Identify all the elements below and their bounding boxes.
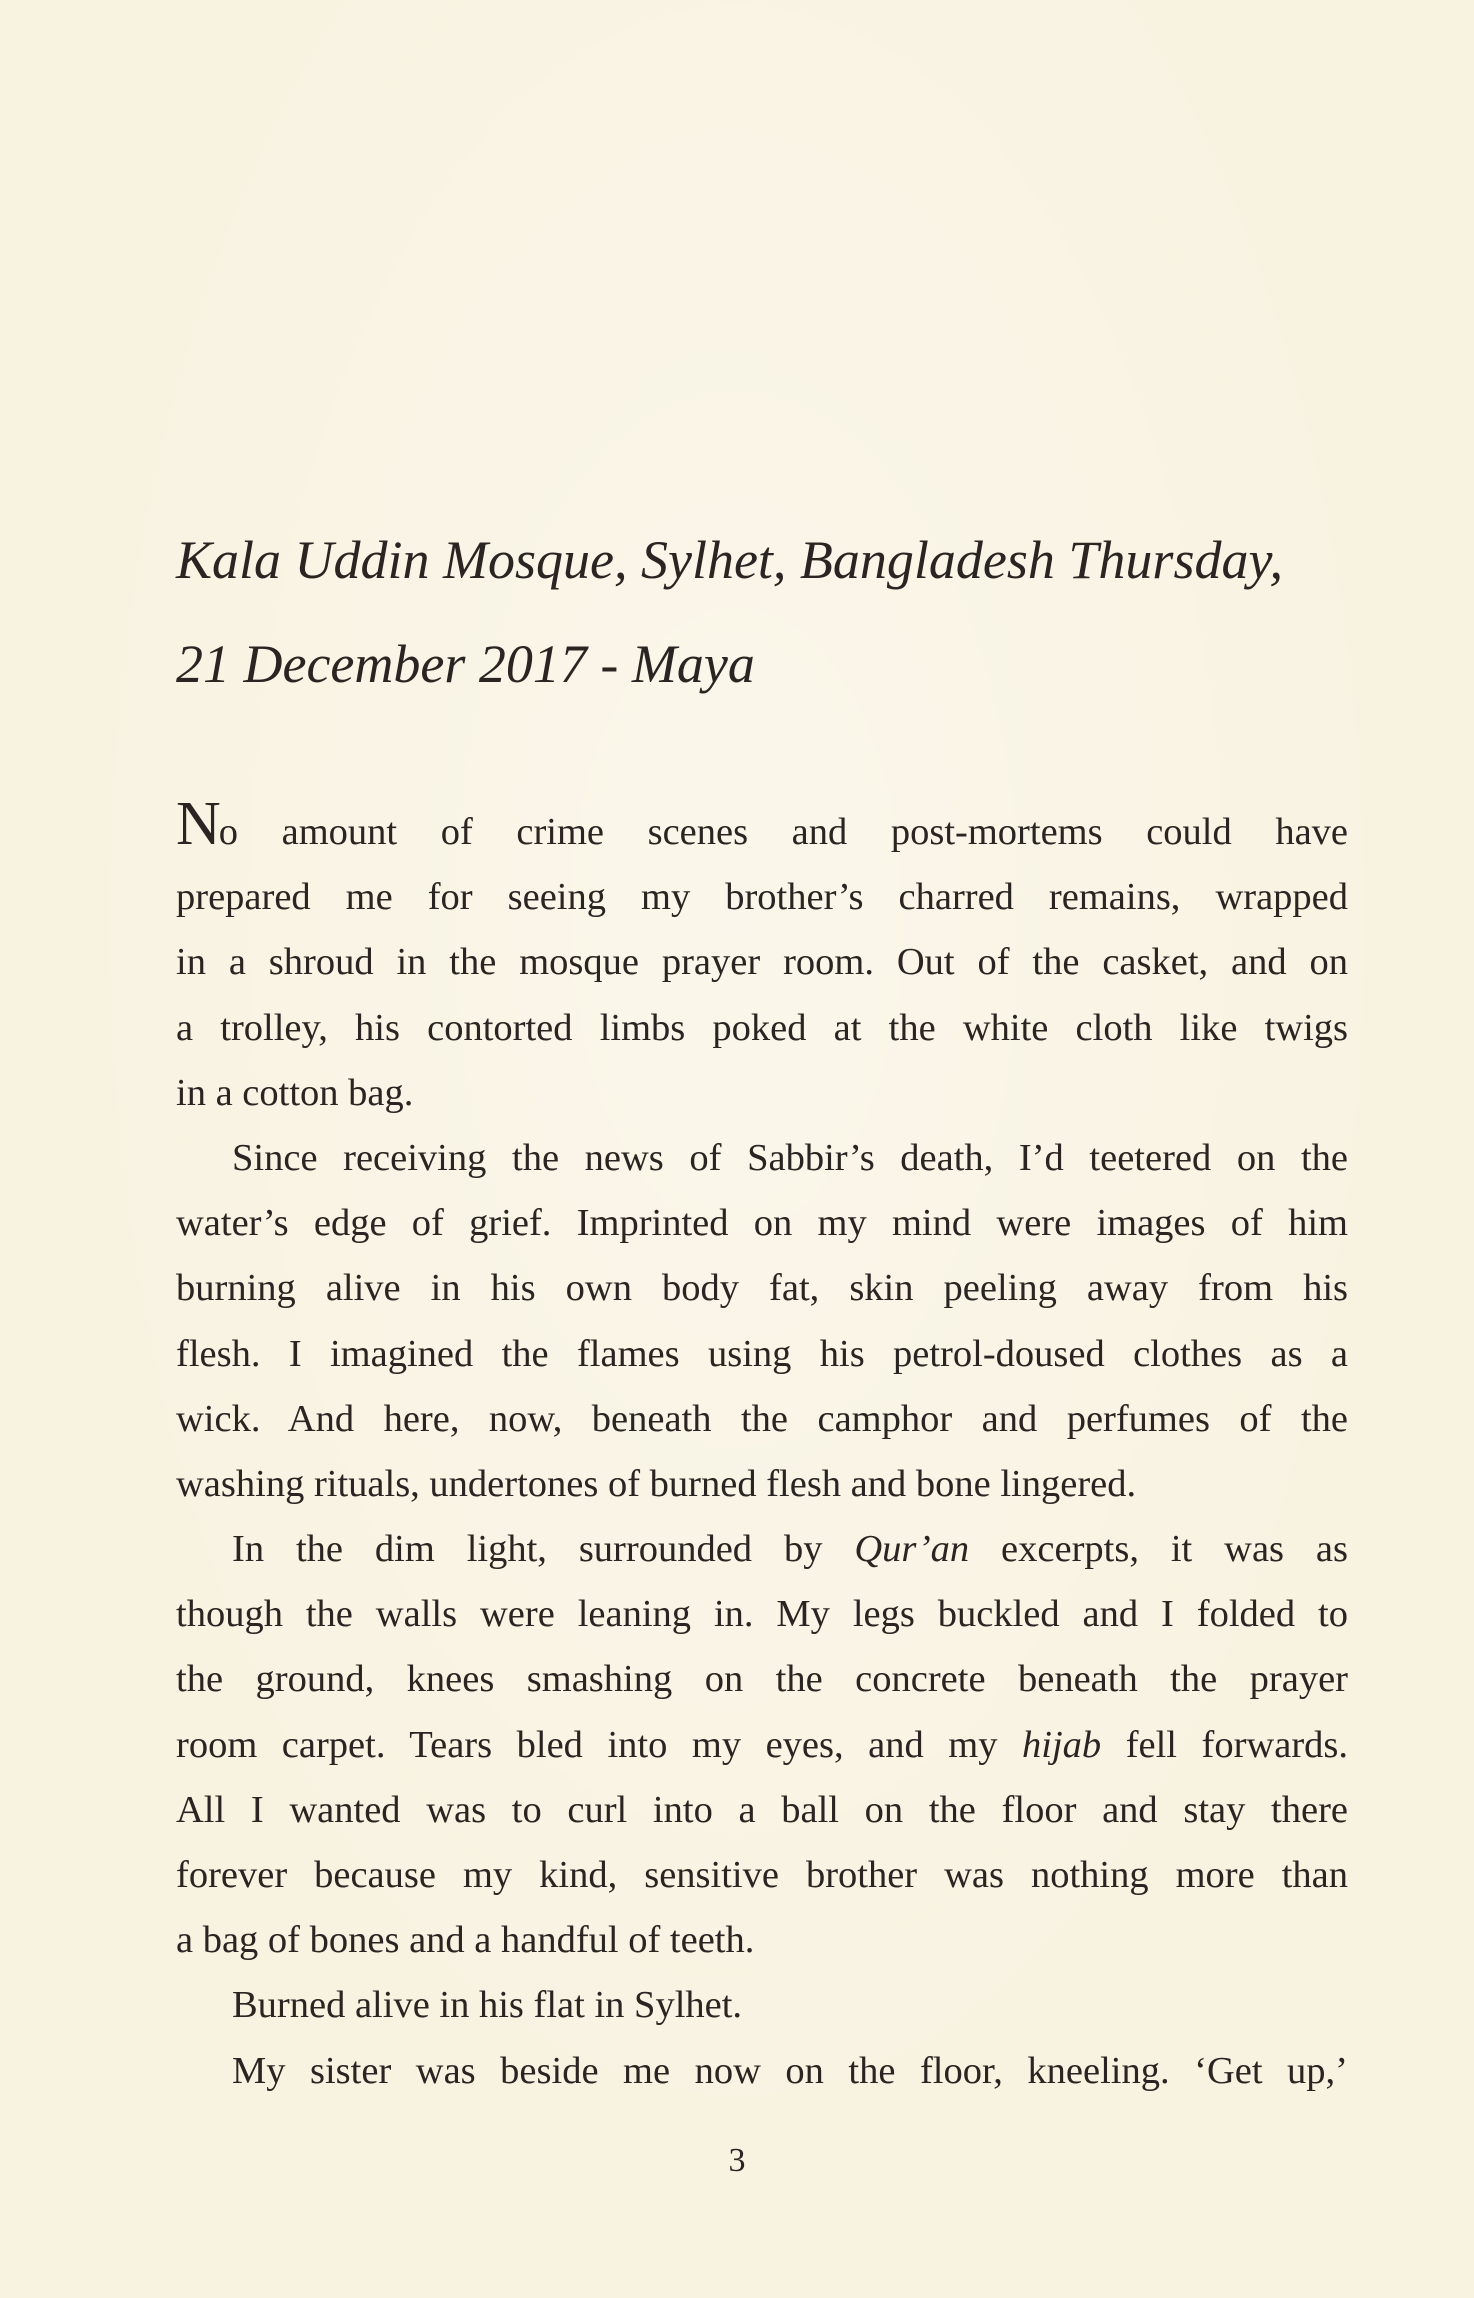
page-number: 3	[728, 2142, 746, 2179]
italic-term: hijab	[1022, 1723, 1102, 1766]
text-line: Since receiving the news of Sabbir’s death, I’d teetered on the	[232, 1136, 1348, 1179]
text-line: burning alive in his own body fat, skin peeling away from his	[176, 1267, 1348, 1310]
text-line: room carpet. Tears bled into my eyes, and my hijab fell forwards.	[176, 1723, 1348, 1766]
text-line: a trolley, his contorted limbs poked at the white cloth like twigs	[176, 1006, 1348, 1049]
chapter-heading-line-1: Kala Uddin Mosque, Sylhet, Bangladesh Thursday,	[176, 530, 1283, 590]
text-line: All I wanted was to curl into a ball on the floor and stay there	[176, 1788, 1348, 1831]
text-line: washing rituals, undertones of burned flesh and bone lingered.	[176, 1462, 1137, 1505]
chapter-heading	[176, 508, 1356, 716]
text-line: in a cotton bag.	[176, 1071, 414, 1114]
text-line: No amount of crime scenes and post-mortems could have	[176, 790, 1348, 858]
text-line: in a shroud in the mosque prayer room. Out of the casket, and on	[176, 941, 1348, 984]
chapter-heading-line-2: 21 December 2017 - Maya	[176, 634, 755, 694]
text-line: Burned alive in his flat in Sylhet.	[232, 1984, 743, 2027]
text-line: In the dim light, surrounded by Qur’an excerpts, it was as	[232, 1528, 1348, 1571]
italic-term: Qur’an	[854, 1528, 970, 1571]
text-line: My sister was beside me now on the floor, kneeling. ‘Get up,’	[232, 2049, 1348, 2092]
text-line: a bag of bones and a handful of teeth.	[176, 1919, 755, 1962]
text-line: forever because my kind, sensitive brother was nothing more than	[176, 1854, 1348, 1896]
text-line: wick. And here, now, beneath the camphor and perfumes of the	[176, 1397, 1348, 1440]
chapter-body	[176, 790, 1348, 2104]
drop-cap: N	[176, 790, 219, 858]
text-line: flesh. I imagined the flames using his petrol-doused clothes as a	[176, 1332, 1348, 1375]
text-line: the ground, knees smashing on the concrete beneath the prayer	[176, 1658, 1348, 1701]
text-line: water’s edge of grief. Imprinted on my mind were images of him	[176, 1202, 1348, 1245]
text-line: though the walls were leaning in. My legs buckled and I folded to	[176, 1593, 1348, 1636]
text-line: prepared me for seeing my brother’s charred remains, wrapped	[176, 876, 1348, 919]
